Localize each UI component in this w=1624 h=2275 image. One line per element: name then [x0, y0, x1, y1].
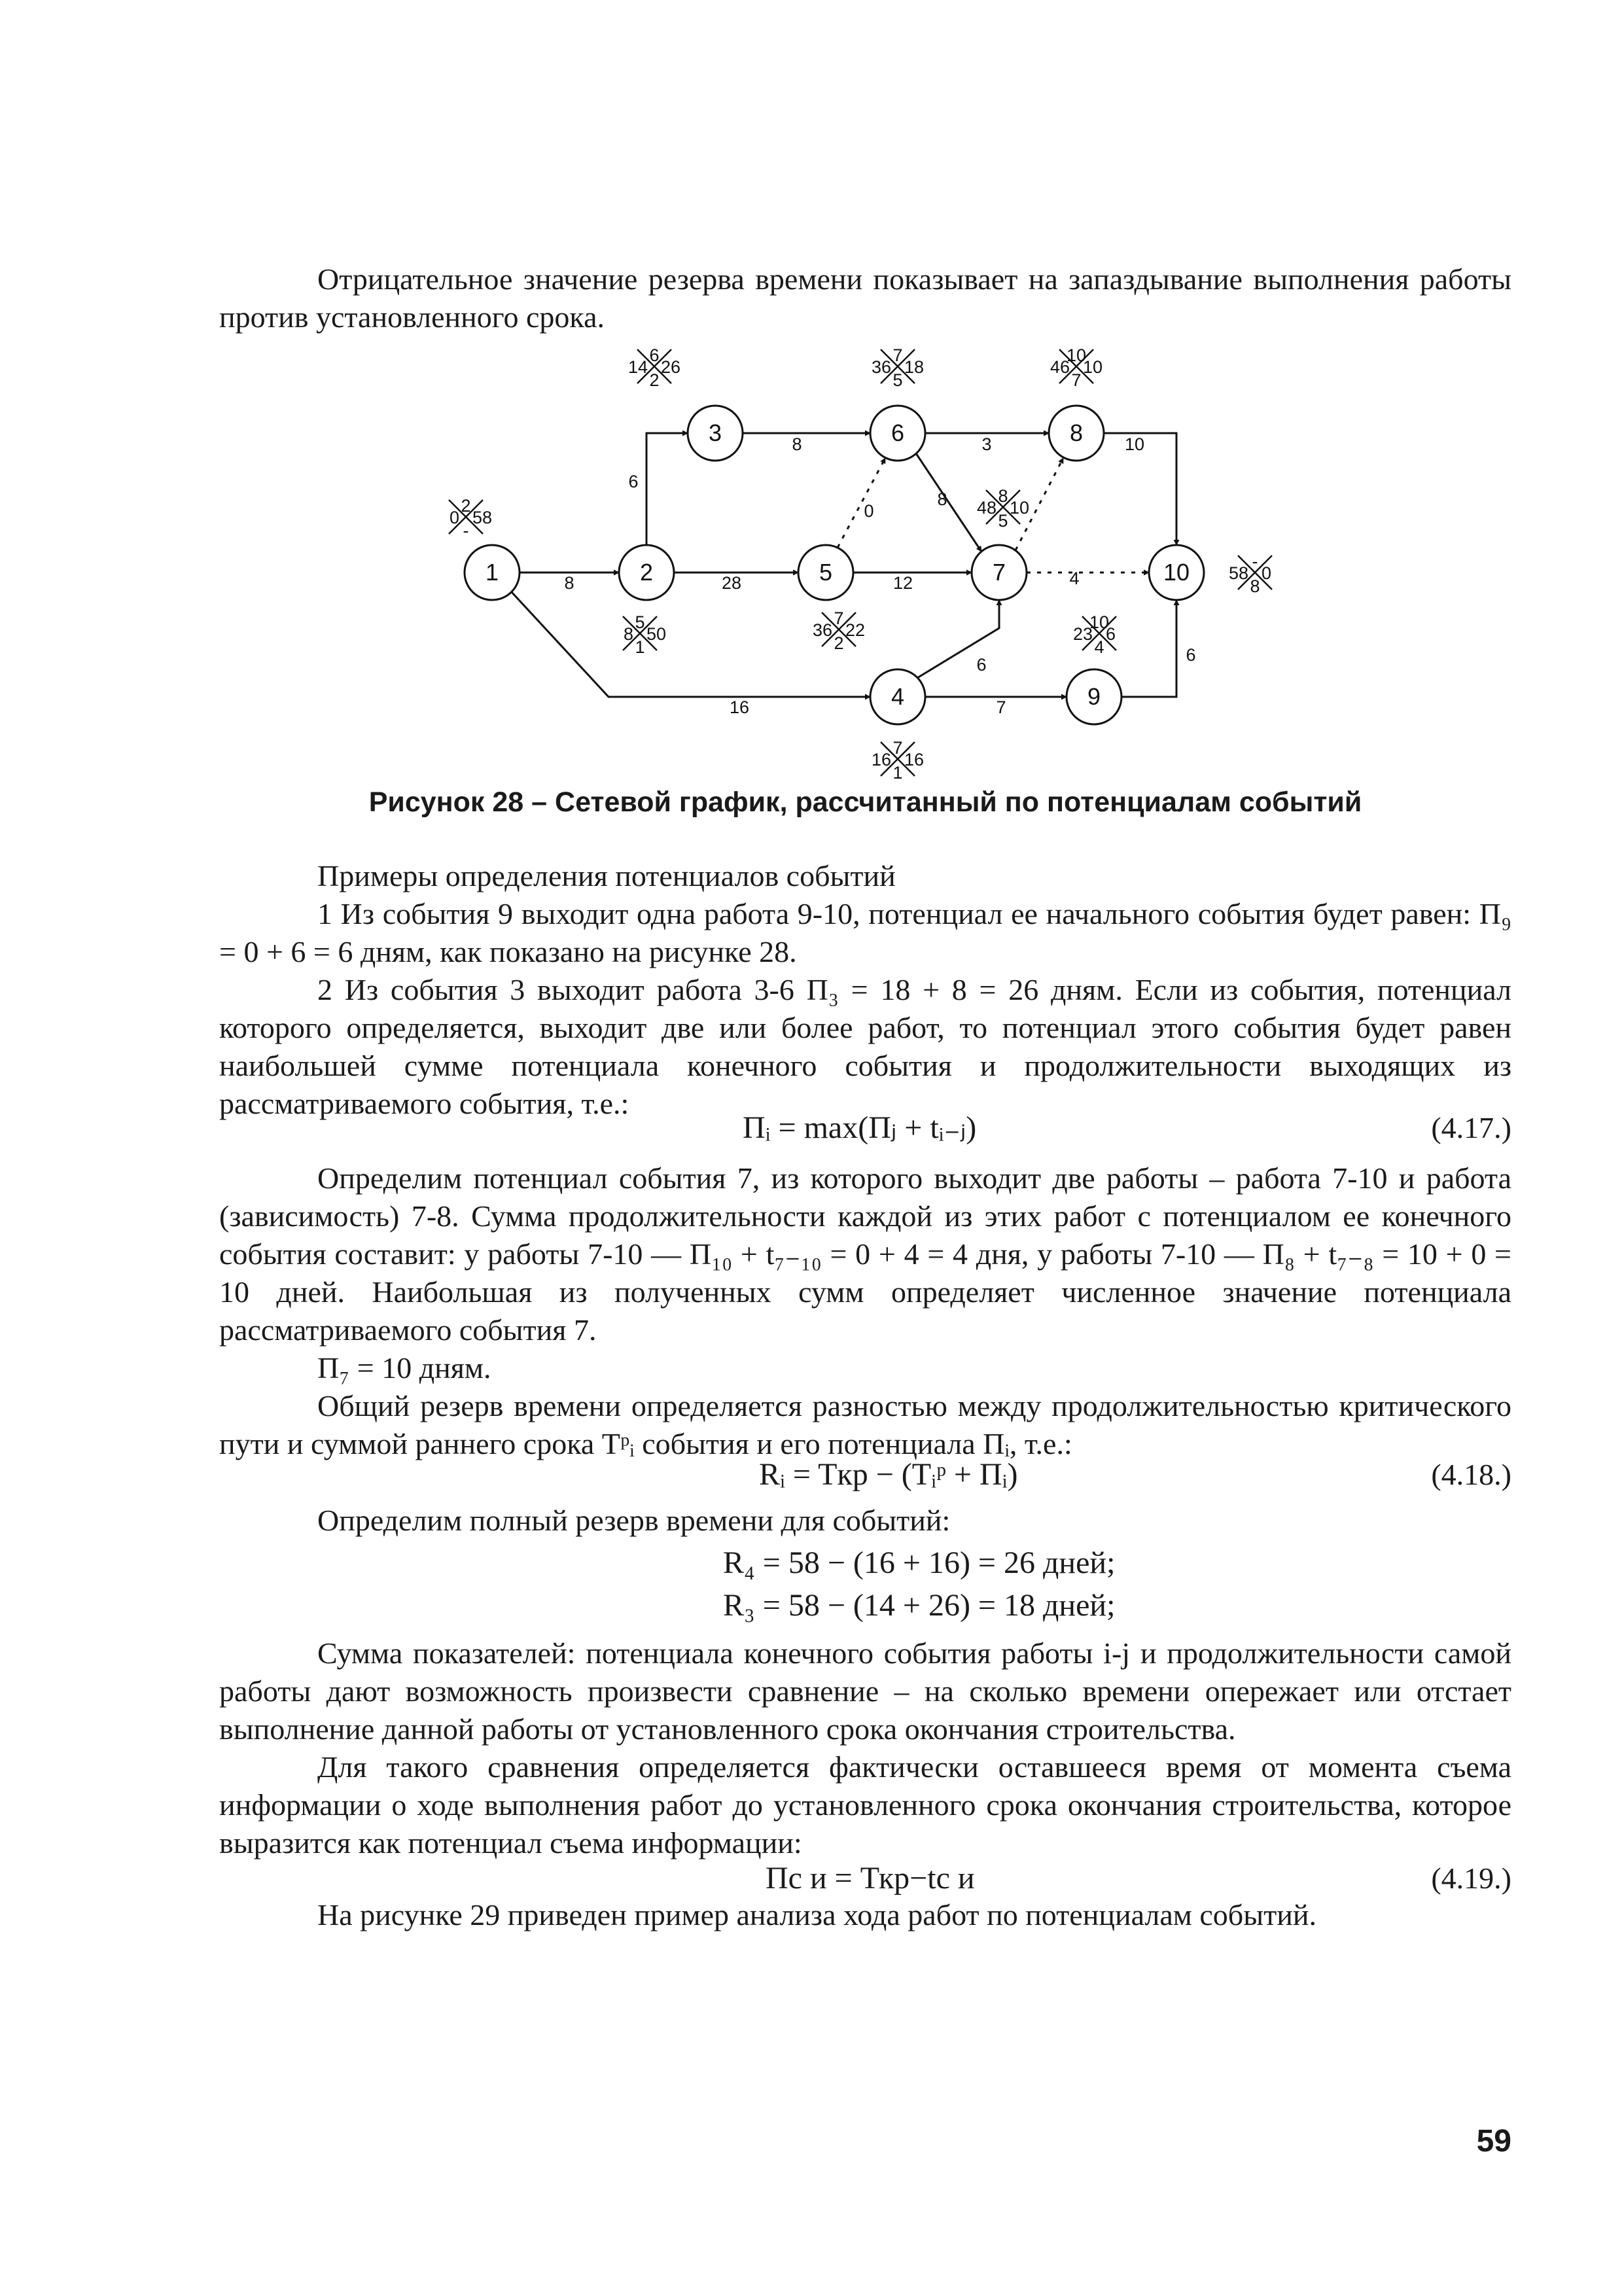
sector-bottom: 2 [649, 370, 660, 390]
paragraph-5: Общий резерв времени определяется разностью между продолжительностью критического пути и суммой раннего срока Тᵖᵢ события и его потенциала Пᵢ, т.е.: [219, 1389, 1511, 1460]
event-node-1 [465, 545, 520, 600]
event-sectors-4 [872, 738, 924, 783]
sector-right: 58 [472, 508, 493, 527]
equation-number-4-19: (4.19.) [1431, 1861, 1511, 1895]
sector-top: 7 [892, 345, 903, 365]
sector-top: 7 [834, 608, 844, 628]
event-node-label: 8 [1069, 419, 1084, 446]
event-node-label: 1 [485, 559, 499, 586]
edge-duration-9-10: 6 [1186, 645, 1196, 665]
sector-right: 18 [904, 357, 925, 377]
paragraph-8: Для такого сравнения определяется фактически оставшееся время от момента съема информации о ходе выполнения работ до установленного срока окончания строительства, которое выразится как потенциал съема информации: [219, 1750, 1511, 1860]
sector-top: 8 [998, 486, 1008, 506]
edge-6-7 [916, 453, 981, 552]
equation-number-4-17: (4.17.) [1431, 1111, 1511, 1144]
sector-right: 0 [1262, 563, 1272, 583]
event-sectors-6 [872, 345, 924, 390]
sector-left: 58 [1228, 563, 1248, 583]
event-node-2 [619, 545, 674, 600]
event-node-label: 7 [992, 559, 1006, 586]
paragraph-4: П₇ = 10 дням. [317, 1351, 491, 1384]
sector-bottom: 7 [1071, 370, 1082, 390]
sector-right: 50 [646, 624, 667, 644]
event-node-label: 10 [1163, 559, 1190, 586]
event-sectors-5 [813, 608, 865, 653]
sector-right: 22 [845, 620, 866, 640]
event-node-6 [870, 406, 925, 461]
sector-bottom: 5 [892, 370, 903, 390]
edge-duration-5-6: 0 [864, 501, 874, 521]
event-sectors-2 [623, 612, 666, 657]
edge-duration-4-9: 7 [996, 697, 1006, 717]
sector-left: 36 [812, 620, 832, 640]
event-node-7 [972, 545, 1027, 600]
sector-bottom: 5 [998, 511, 1008, 531]
sector-left: 14 [627, 357, 648, 377]
sector-bottom: 8 [1250, 576, 1260, 596]
intro-paragraph: Отрицательное значение резерва времени показывает на запаздывание выполнения работы против установленного срока. [219, 262, 1511, 334]
formula-4-19: Пс и = Ткр−tс и [766, 1861, 975, 1896]
edge-duration-1-4: 16 [729, 697, 750, 717]
event-sectors-10 [1229, 552, 1272, 596]
paragraph-2: 2 Из события 3 выходит работа 3-6 П₃ = 18 + 8 = 26 дням. Если из события, потенциал которого определяется, выходит две или более работ, то потенциал этого события будет равен наибольшей сумме потенциала конечного события и продолжительности выходящих из рассматриваемого события, т.е.: [219, 973, 1511, 1120]
edge-duration-5-7: 12 [892, 573, 913, 593]
sector-bottom: 1 [892, 763, 903, 783]
sector-top: 6 [649, 345, 660, 365]
edge-duration-6-8: 3 [981, 434, 992, 454]
sector-right: 10 [1010, 498, 1030, 518]
page-number: 59 [1476, 2124, 1511, 2159]
sector-right: 16 [904, 750, 925, 769]
event-sectors-1 [449, 496, 492, 540]
event-sectors-8 [1050, 345, 1103, 390]
edge-duration-3-6: 8 [792, 434, 802, 454]
formula-4-18: Rᵢ = Tкр − (Tᵢᵖ + Пᵢ) [759, 1457, 1018, 1492]
sector-left: 8 [623, 624, 633, 644]
event-node-8 [1049, 406, 1104, 461]
sector-left: 46 [1050, 357, 1070, 377]
edge-duration-2-3: 6 [628, 472, 639, 491]
sector-left: 48 [976, 498, 997, 518]
event-node-10 [1149, 545, 1204, 600]
edge-9-10 [1121, 600, 1176, 697]
sector-top: - [1252, 552, 1258, 571]
network-diagram [0, 0, 1624, 785]
examples-heading: Примеры определения потенциалов событий [317, 859, 896, 892]
event-node-label: 2 [639, 559, 654, 586]
figure-caption: Рисунок 28 – Сетевой график, рассчитанный по потенциалам событий [368, 786, 1362, 818]
sector-top: 7 [892, 738, 903, 758]
event-node-label: 4 [891, 683, 905, 710]
event-node-label: 6 [891, 419, 905, 446]
sector-bottom: 4 [1094, 637, 1104, 657]
edge-duration-4-7: 6 [976, 655, 987, 675]
sector-bottom: - [463, 521, 469, 540]
event-node-3 [688, 406, 743, 461]
sector-top: 2 [461, 496, 471, 516]
edge-5-6 [838, 458, 885, 548]
sector-right: 6 [1106, 624, 1116, 644]
edge-duration-6-7: 8 [937, 489, 947, 509]
sector-left: 23 [1072, 624, 1093, 644]
paragraph-1: 1 Из события 9 выходит одна работа 9-10, потенциал ее начального события будет равен: П₉ = 0 + 6 = 6 дням, как показано на рисунке 28. [219, 897, 1511, 968]
event-node-label: 5 [819, 559, 833, 586]
edge-duration-2-5: 28 [721, 573, 742, 593]
formula-4-17: Пᵢ = max(Пⱼ + tᵢ₋ⱼ) [743, 1110, 977, 1145]
edge-duration-1-2: 8 [564, 573, 574, 593]
formula-r4: R₄ = 58 − (16 + 16) = 26 дней; [723, 1545, 1116, 1580]
event-node-label: 3 [708, 419, 722, 446]
sector-bottom: 2 [834, 633, 844, 653]
sector-top: 10 [1066, 345, 1087, 365]
event-node-4 [870, 669, 925, 724]
paragraph-6: Определим полный резерв времени для событий: [317, 1504, 951, 1537]
equation-number-4-18: (4.18.) [1431, 1458, 1511, 1491]
edge-2-3 [646, 433, 688, 545]
sector-right: 10 [1083, 357, 1103, 377]
edge-4-7 [917, 600, 999, 678]
edge-duration-7-10: 4 [1069, 569, 1080, 588]
sector-top: 10 [1089, 612, 1110, 632]
sector-right: 26 [661, 357, 681, 377]
edge-duration-8-10: 10 [1124, 434, 1145, 454]
edge-1-4 [512, 592, 870, 697]
event-node-label: 9 [1087, 683, 1101, 710]
paragraph-3: Определим потенциал события 7, из которого выходит две работы – работа 7-10 и работа (зависимость) 7-8. Сумма продолжительности каждой из этих работ с потенциалом ее конечного события составит: у работы 7-10 — П₁₀ + t₇₋₁₀ = 0 + 4 = 4 дня, у работы 7-10 — П₈ + t₇₋₈ = 10 + 0 = 10 дней. Наибольшая из полученных сумм определяет численное значение потенциала рассматриваемого события 7. [219, 1161, 1511, 1347]
formula-r3: R₃ = 58 − (14 + 26) = 18 дней; [723, 1588, 1116, 1623]
paragraph-9: На рисунке 29 приведен пример анализа хода работ по потенциалам событий. [317, 1898, 1316, 1931]
event-sectors-3 [628, 345, 680, 390]
paragraph-7: Сумма показателей: потенциала конечного события работы i-j и продолжительности самой работы дают возможность произвести сравнение – на сколько времени опережает или отстает выполнение данной работы от установленного срока окончания строительства. [219, 1636, 1511, 1746]
event-node-5 [798, 545, 853, 600]
event-sectors-7 [977, 486, 1029, 531]
sector-left: 0 [449, 508, 459, 527]
sector-bottom: 1 [635, 637, 645, 657]
sector-left: 16 [871, 750, 891, 769]
sector-top: 5 [635, 612, 645, 632]
event-node-9 [1067, 669, 1121, 724]
event-sectors-9 [1073, 612, 1116, 657]
sector-left: 36 [871, 357, 891, 377]
